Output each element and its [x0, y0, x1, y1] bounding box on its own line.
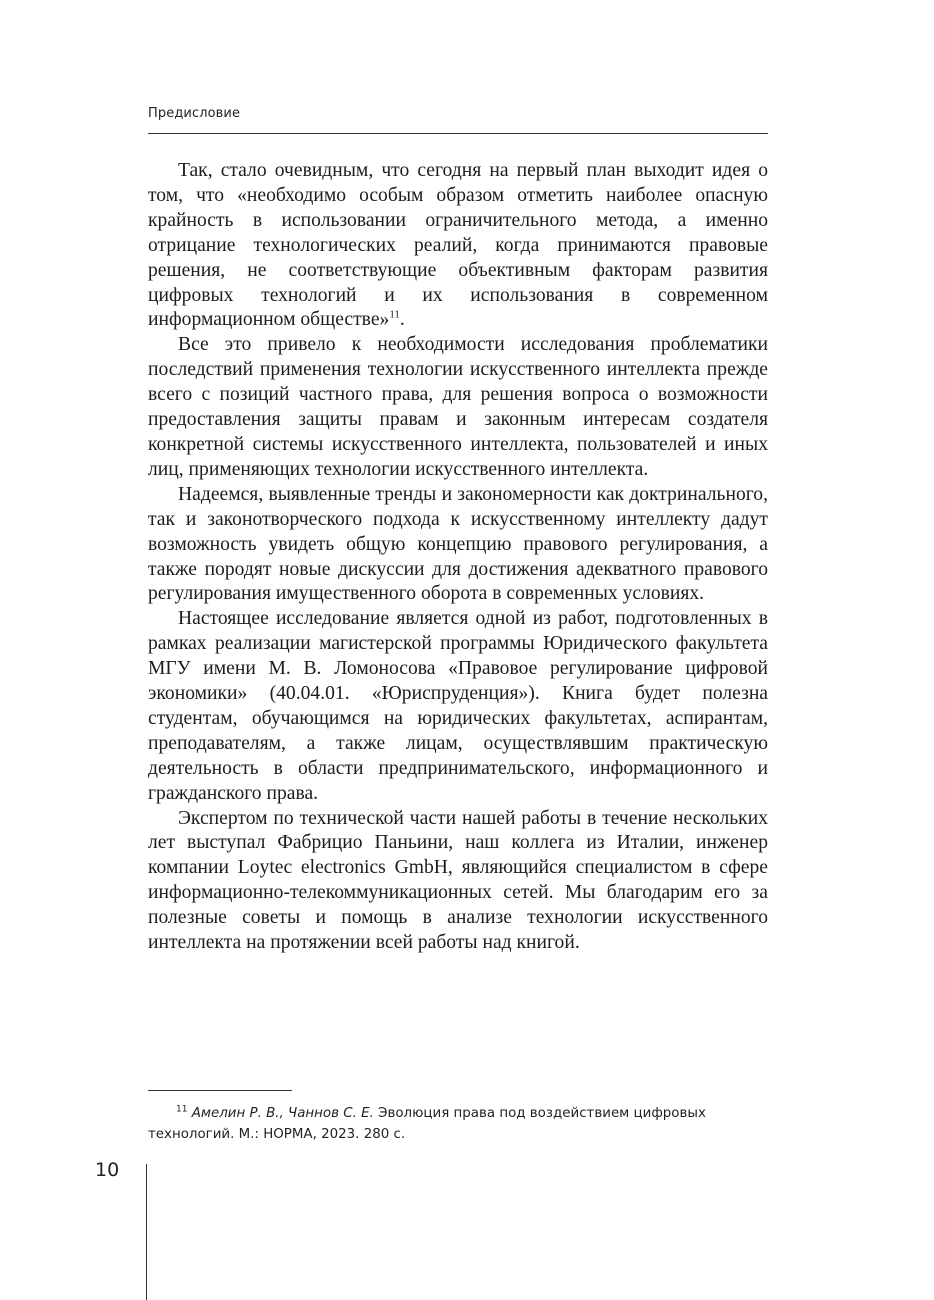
footnote [148, 1103, 772, 1145]
paragraph [148, 159, 768, 333]
main-text [148, 159, 768, 956]
footnote-number: 11 [176, 1104, 188, 1115]
footnote-divider [148, 1090, 292, 1091]
paragraph: Все это привело к необходимости исследования проблематики последствий применения технологии искусственного интеллекта прежде всего с позиций частного права, для решения вопроса о возможности предоставления защиты правам и законным интересам создателя конкретной системы искусственного интеллекта, пользователей и иных лиц, применяющих технологии искусственного интеллекта. [148, 334, 768, 480]
paragraph: Настоящее исследование является одной из работ, подготовленных в рамках реализации магистерской программы Юридического факультета МГУ имени М. В. Ломоносова «Правовое регулирование цифровой экономики» (40.04.01. «Юриспруденция»). Книга будет полезна студентам, обучающимся на юридических факультетах, аспирантам, преподавателям, а также лицам, осуществлявшим практическую деятельность в области предпринимательского, информационного и гражданского права. [148, 608, 768, 804]
paragraph: Экспертом по технической части нашей работы в течение нескольких лет выступал Фабрицио Паньини, наш коллега из Италии, инженер компании Loytec electronics GmbH, являющийся специалистом в сфере информационно-телекоммуникационных сетей. Мы благодарим его за полезные советы и помощь в анализе технологии искусственного интеллекта на протяжении всей работы над книгой. [148, 807, 768, 954]
paragraph-tail: . [399, 309, 405, 331]
paragraph-text: Так, стало очевидным, что сегодня на первый план выходит идея о том, что «необходимо особым образом отметить наиболее опасную крайность в использовании ограничительного метода, а именно отрицание технологических реалий, когда принимаются правовые решения, не соответствующие объективным факторам развития цифровых технологий и их использования в современном информационном обществе» [148, 160, 768, 331]
paragraph: Надеемся, выявленные тренды и закономерности как доктринального, так и законотворческого подхода к искусственному интеллекту дадут возможность увидеть общую концепцию правового регулирования, а также породят новые дискуссии для достижения адекватного правового регулирования имущественного оборота в современных условиях. [148, 483, 768, 605]
header-divider [148, 133, 768, 134]
margin-rule [146, 1164, 147, 1300]
footnote-authors: Амелин Р. В., Чаннов С. Е. [191, 1106, 374, 1121]
page-number: 10 [95, 1159, 120, 1181]
footnote-reference[interactable]: 11 [389, 308, 400, 321]
running-title: Предисловие [148, 106, 241, 121]
footnote-text: Эволюция права под воздействием цифровых технологий. М.: НОРМА, 2023. 280 с. [148, 1106, 706, 1142]
